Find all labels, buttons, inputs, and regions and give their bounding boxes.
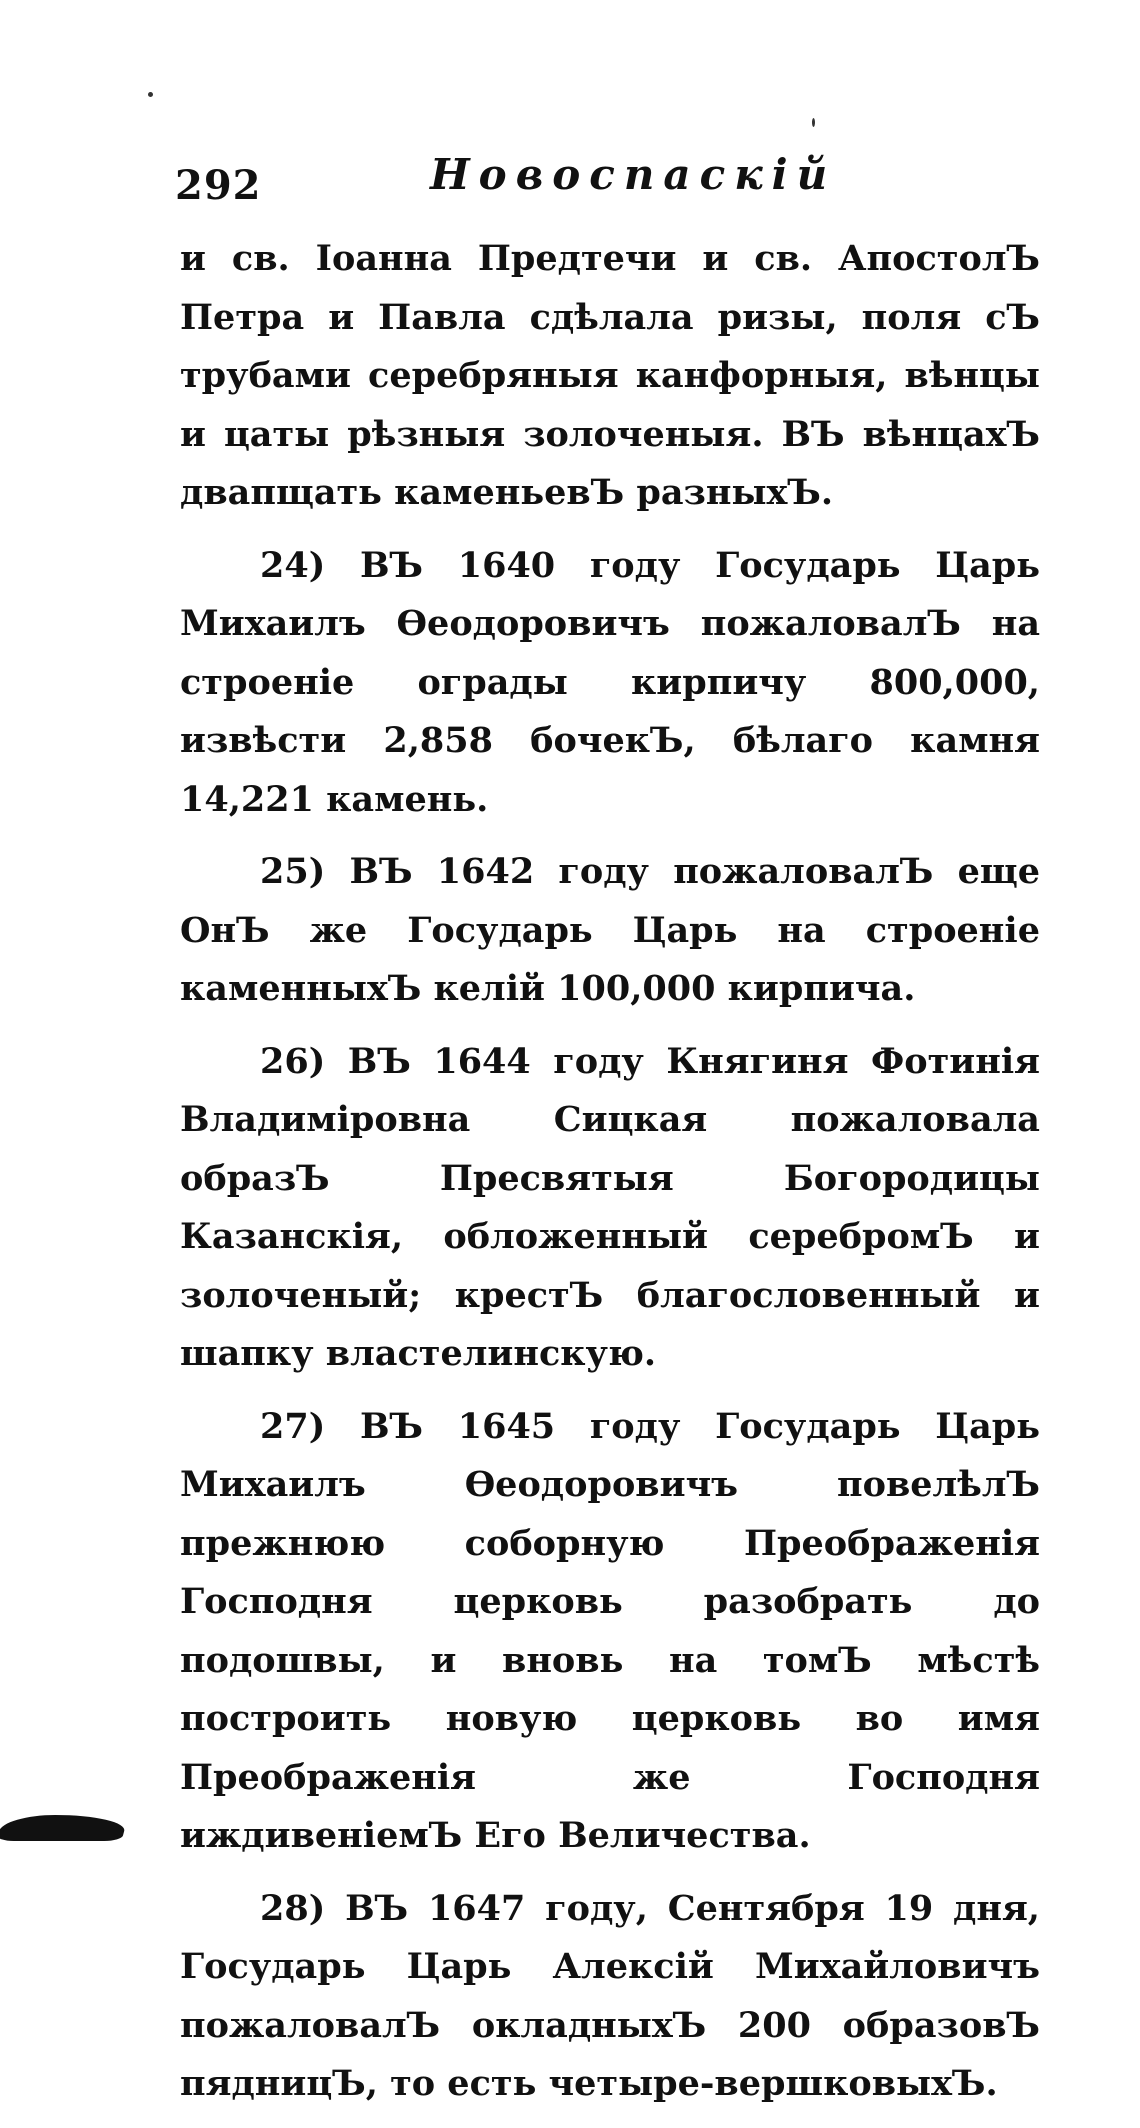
page-header xyxy=(175,150,1035,210)
paragraph-item-28: 28) ВЪ 1647 году, Сентября 19 дня, Государь Царь Алексій Михайловичъ пожаловалЪ окладныхЪ 200 образовЪ пядницЪ, то есть четыре-вершковыхЪ. xyxy=(180,1887,1040,2104)
page-body xyxy=(180,230,1040,2128)
ink-speck xyxy=(812,118,815,127)
paragraph-continuation: и св. Іоанна Предтечи и св. АпостолЪ Петра и Павла сдѣлала ризы, поля сЪ трубами серебряныя канфорныя, вѣнцы и цаты рѣзныя золоченыя. ВЪ вѣнцахЪ двапщать каменьевЪ разныхЪ. xyxy=(180,238,1040,513)
paragraph-item-25: 25) ВЪ 1642 году пожаловалЪ еще ОнЪ же Государь Царь на строеніе каменныхЪ келій 100,000 кирпича. xyxy=(180,851,1040,1009)
paragraph-item-26: 26) ВЪ 1644 году Княгиня Фотинія Владиміровна Сицкая пожаловала образЪ Пресвятыя Богородицы Казанскія, обложенный серебромЪ и золоченый; крестЪ благословенный и шапку властелинскую. xyxy=(180,1040,1040,1374)
paragraph-item-24: 24) ВЪ 1640 году Государь Царь Михаилъ Ѳеодоровичъ пожаловалЪ на строеніе ограды кирпичу 800,000, извѣсти 2,858 бочекЪ, бѣлаго камня 14,221 камень. xyxy=(180,544,1040,820)
page-number: 292 xyxy=(175,162,262,209)
paragraph-item-27: 27) ВЪ 1645 году Государь Царь Михаилъ Ѳеодоровичъ повелѣлЪ прежнюю соборную Преображенія Господня церковь разобрать до подошвы, и вновь на томЪ мѣстѣ построить новую церковь во имя Преображенія же Господня иждивеніемЪ Его Величества. xyxy=(180,1405,1040,1856)
running-title: Новоспаскій xyxy=(430,150,837,199)
ink-smudge xyxy=(0,1815,128,1841)
ink-speck xyxy=(148,92,153,97)
